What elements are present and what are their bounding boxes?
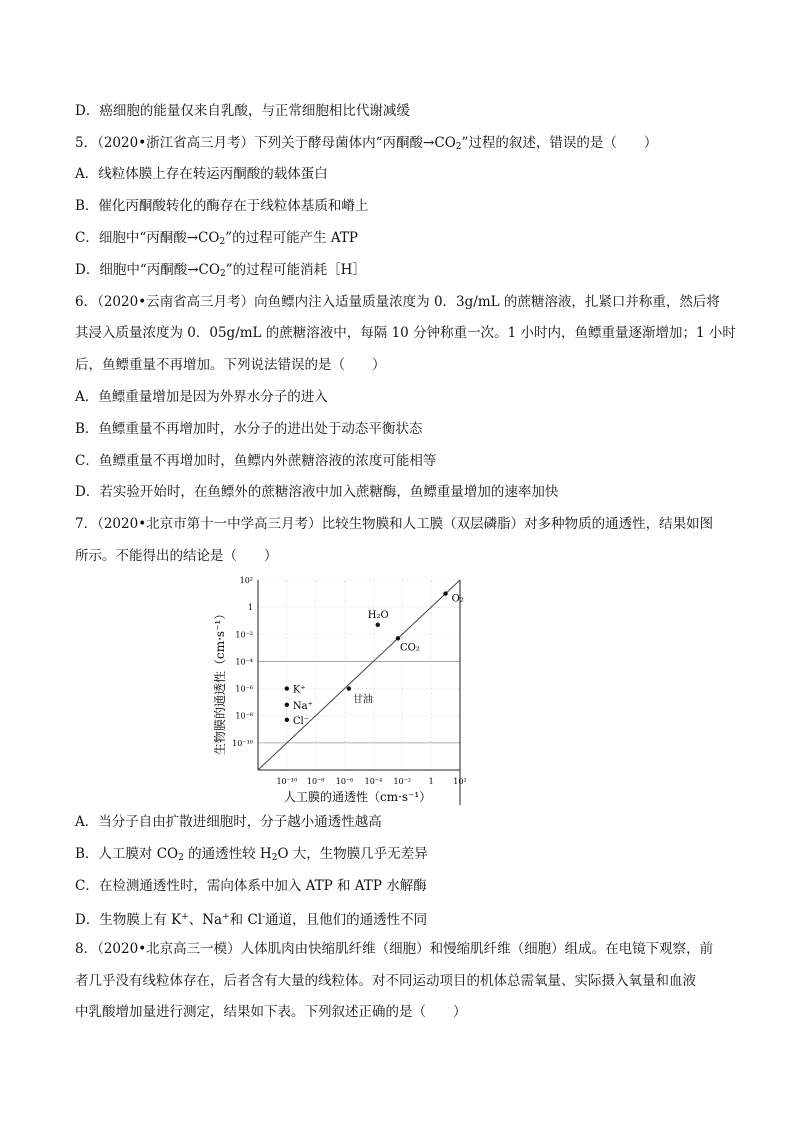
- data-point-label: K⁺: [292, 684, 306, 696]
- q7-option-c: C．在检测通透性时，需向体系中加入 ATP 和 ATP 水解酶: [75, 878, 427, 894]
- y-tick-label: 10⁻¹⁰: [232, 738, 253, 748]
- q7-option-d-sup1: +: [181, 912, 189, 922]
- y-tick-label: 10⁻⁴: [235, 657, 253, 667]
- q7-option-b: [75, 844, 428, 868]
- q8-stem-line2: 者几乎没有线粒体存在，后者含有大量的线粒体。对不同运动项目的机体总需氧量、实际摄入氧量和血液: [75, 973, 696, 989]
- q7-option-d-sup3: -: [262, 912, 266, 922]
- q7-option-d: [75, 907, 427, 930]
- q5-option-b: B．催化丙酮酸转化的酶存在于线粒体基质和嵴上: [75, 198, 369, 214]
- q4-option-d: D．癌细胞的能量仅来自乳酸，与正常细胞相比代谢减缓: [75, 103, 410, 119]
- x-tick-label: 10⁻⁸: [306, 777, 325, 786]
- q5-option-c-b: ”的过程可能产生 ATP: [225, 230, 358, 246]
- q7-stem-line2: 所示。不能得出的结论是（ ）: [75, 548, 278, 564]
- q7-stem-line1: 7．（2020•北京市第十一中学高三月考）比较生物膜和人工膜（双层磷脂）对多种物质的通透性，结果如图: [75, 516, 714, 532]
- x-tick-label: 10⁻¹⁰: [276, 777, 298, 786]
- data-point-label: CO₂: [399, 642, 420, 654]
- x-tick-label: 10²: [453, 777, 467, 786]
- q5-option-d-sub: 2: [219, 269, 226, 279]
- q5-stem-b: ”过程的叙述，错误的是（ ）: [461, 135, 658, 151]
- x-tick-labels: [276, 777, 466, 786]
- q5-stem: [75, 133, 657, 157]
- q8-stem-line1: 8．（2020•北京高三一模）人体肌肉由快缩肌纤维（细胞）和慢缩肌纤维（细胞）组成。在电镜下观察，前: [75, 941, 714, 957]
- data-point-label: H₂O: [367, 609, 389, 621]
- x-axis-label: 人工膜的通透性（cm·s⁻¹）: [284, 790, 432, 804]
- q7-option-b-sub1: 2: [178, 853, 184, 863]
- data-points: [285, 591, 464, 726]
- q7-option-d-b: 、Na: [188, 912, 223, 928]
- q7-option-b-a: B．人工膜对 CO: [75, 846, 179, 862]
- data-point: [376, 623, 380, 627]
- data-point: [347, 686, 351, 690]
- q7-option-b-c: O 大，生物膜几乎无差异: [277, 846, 428, 862]
- q7-option-d-d: 通道，且他们的通透性不同: [265, 912, 428, 928]
- q6-option-b: B．鱼鳔重量不再增加时，水分子的进出处于动态平衡状态: [75, 421, 423, 437]
- q7-option-d-a: D．生物膜上有 K: [75, 912, 182, 928]
- q7-option-d-c: 和 Cl: [229, 912, 263, 928]
- q6-option-a: A．鱼鳔重量增加是因为外界水分子的进入: [75, 389, 328, 405]
- q6-stem-line1: 6．（2020•云南省高三月考）向鱼鳔内注入适量质量浓度为 0．3g/mL 的蔗糖溶液，扎紧口并称重，然后将: [75, 294, 720, 310]
- x-tick-label: 10⁻²: [393, 777, 412, 786]
- q6-stem-line2: 其浸入质量浓度为 0．05g/mL 的蔗糖溶液中，每隔 10 分钟称重一次。1 小时内，鱼鳔重量逐渐增加；1 小时: [75, 325, 736, 341]
- permeability-chart: [210, 575, 470, 810]
- q7-option-b-b: 的通透性较 H: [183, 846, 272, 862]
- data-point-label: O₂: [451, 593, 464, 605]
- q6-option-c: C．鱼鳔重量不再增加时，鱼鳔内外蔗糖溶液的浓度可能相等: [75, 453, 437, 469]
- q7-option-b-sub2: 2: [271, 853, 278, 863]
- reference-line: [258, 580, 460, 770]
- x-tick-label: 10⁻⁴: [364, 777, 383, 786]
- q8-stem-line3: 中乳酸增加量进行测定，结果如下表。下列叙述正确的是（ ）: [75, 1004, 467, 1020]
- data-point-label: 甘油: [352, 694, 373, 706]
- data-point: [285, 703, 289, 707]
- y-axis-label: 生物膜的通透性（cm·s⁻¹）: [213, 607, 227, 755]
- x-tick-label: 1: [428, 777, 434, 786]
- q5-option-c-a: C．细胞中“丙酮酸→CO: [75, 230, 220, 246]
- q5-option-d-a: D．细胞中“丙酮酸→CO: [75, 262, 220, 278]
- x-tick-label: 10⁻⁶: [335, 777, 354, 786]
- q6-stem-line3: 后，鱼鳔重量不再增加。下列说法错误的是（ ）: [75, 357, 386, 373]
- q5-option-c-sub: 2: [219, 237, 226, 247]
- y-tick-label: 10⁻²: [235, 630, 253, 640]
- data-point: [396, 636, 400, 640]
- data-point-label: Cl⁻: [292, 715, 309, 727]
- q7-option-d-sup2: +: [222, 912, 230, 922]
- y-tick-labels: [232, 576, 253, 748]
- q5-stem-a: 5．（2020•浙江省高三月考）下列关于酵母菌体内“丙酮酸→CO: [75, 135, 456, 151]
- y-tick-label: 10²: [239, 576, 253, 585]
- data-point: [285, 718, 289, 722]
- y-tick-label: 10⁻⁶: [235, 684, 253, 694]
- q5-option-a: A．线粒体膜上存在转运丙酮酸的载体蛋白: [75, 166, 328, 182]
- data-point: [443, 591, 447, 595]
- q7-option-a: A．当分子自由扩散进细胞时，分子越小通透性越高: [75, 814, 382, 830]
- q6-option-d: D．若实验开始时，在鱼鳔外的蔗糖溶液中加入蔗糖酶，鱼鳔重量增加的速率加快: [75, 484, 559, 500]
- q5-option-d-b: ”的过程可能消耗［H］: [225, 262, 366, 278]
- q5-option-c: [75, 228, 358, 252]
- data-point-label: Na⁺: [292, 700, 313, 712]
- y-tick-label: 10⁻⁸: [235, 711, 253, 721]
- q5-option-d: [75, 260, 366, 284]
- data-point: [285, 686, 289, 690]
- y-tick-label: 1: [247, 603, 253, 613]
- q5-stem-sub: 2: [455, 142, 462, 152]
